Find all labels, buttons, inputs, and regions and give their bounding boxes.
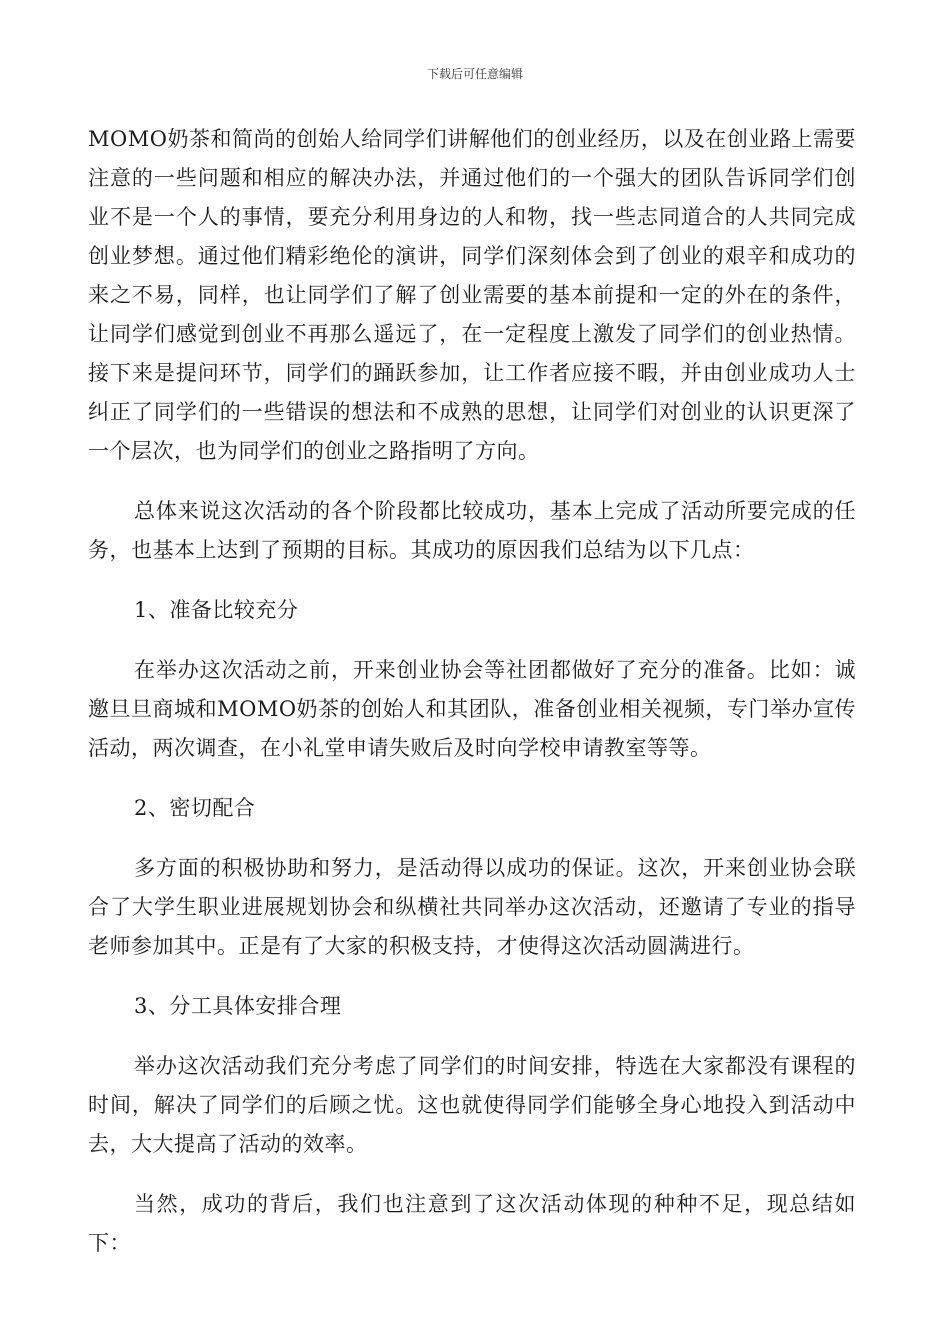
- paragraph-arrangement: 举办这次活动我们充分考虑了同学们的时间安排，特选在大家都没有课程的时间，解决了同学们的后顾之忧。这也就使得同学们能够全身心地投入到活动中去，大大提高了活动的效率。: [88, 1054, 856, 1156]
- document-body: [88, 120, 856, 1263]
- heading-arrangement: 3、分工具体安排合理: [134, 994, 342, 1018]
- paragraph-cooperation: 多方面的积极协助和努力，是活动得以成功的保证。这次，开来创业协会联合了大学生职业进展规划协会和纵横社共同举办这次活动，还邀请了专业的指导老师参加其中。正是有了大家的积极支持，才使得这次活动圆满进行。: [88, 856, 856, 958]
- paragraph-founders-talk: MOMO奶茶和简尚的创始人给同学们讲解他们的创业经历，以及在创业路上需要注意的一些问题和相应的解决办法，并通过他们的一个强大的团队告诉同学们创业不是一个人的事情，要充分利用身边的人和物，找一些志同道合的人共同完成创业梦想。通过他们精彩绝伦的演讲，同学们深刻体会到了创业的艰辛和成功的来之不易，同样，也让同学们了解了创业需要的基本前提和一定的外在的条件，让同学们感觉到创业不再那么遥远了，在一定程度上激发了同学们的创业热情。接下来是提问环节，同学们的踊跃参加，让工作者应接不暇，并由创业成功人士纠正了同学们的一些错误的想法和不成熟的思想，让同学们对创业的认识更深了一个层次，也为同学们的创业之路指明了方向。: [88, 127, 856, 463]
- paragraph-preparation: 在举办这次活动之前，开来创业协会等社团都做好了充分的准备。比如：诚邀旦旦商城和MOMO奶茶的创始人和其团队，准备创业相关视频，专门举办宣传活动，两次调查，在小礼堂申请失败后及时向学校申请教室等等。: [88, 658, 856, 760]
- page-header: 下载后可任意编辑: [426, 67, 523, 81]
- heading-preparation: 1、准备比较充分: [134, 598, 299, 622]
- heading-cooperation: 2、密切配合: [134, 796, 256, 820]
- paragraph-summary: 总体来说这次活动的各个阶段都比较成功，基本上完成了活动所要完成的任务，也基本上达到了预期的目标。其成功的原因我们总结为以下几点：: [88, 499, 856, 562]
- paragraph-shortcomings: 当然，成功的背后，我们也注意到了这次活动体现的种种不足，现总结如下：: [88, 1192, 856, 1255]
